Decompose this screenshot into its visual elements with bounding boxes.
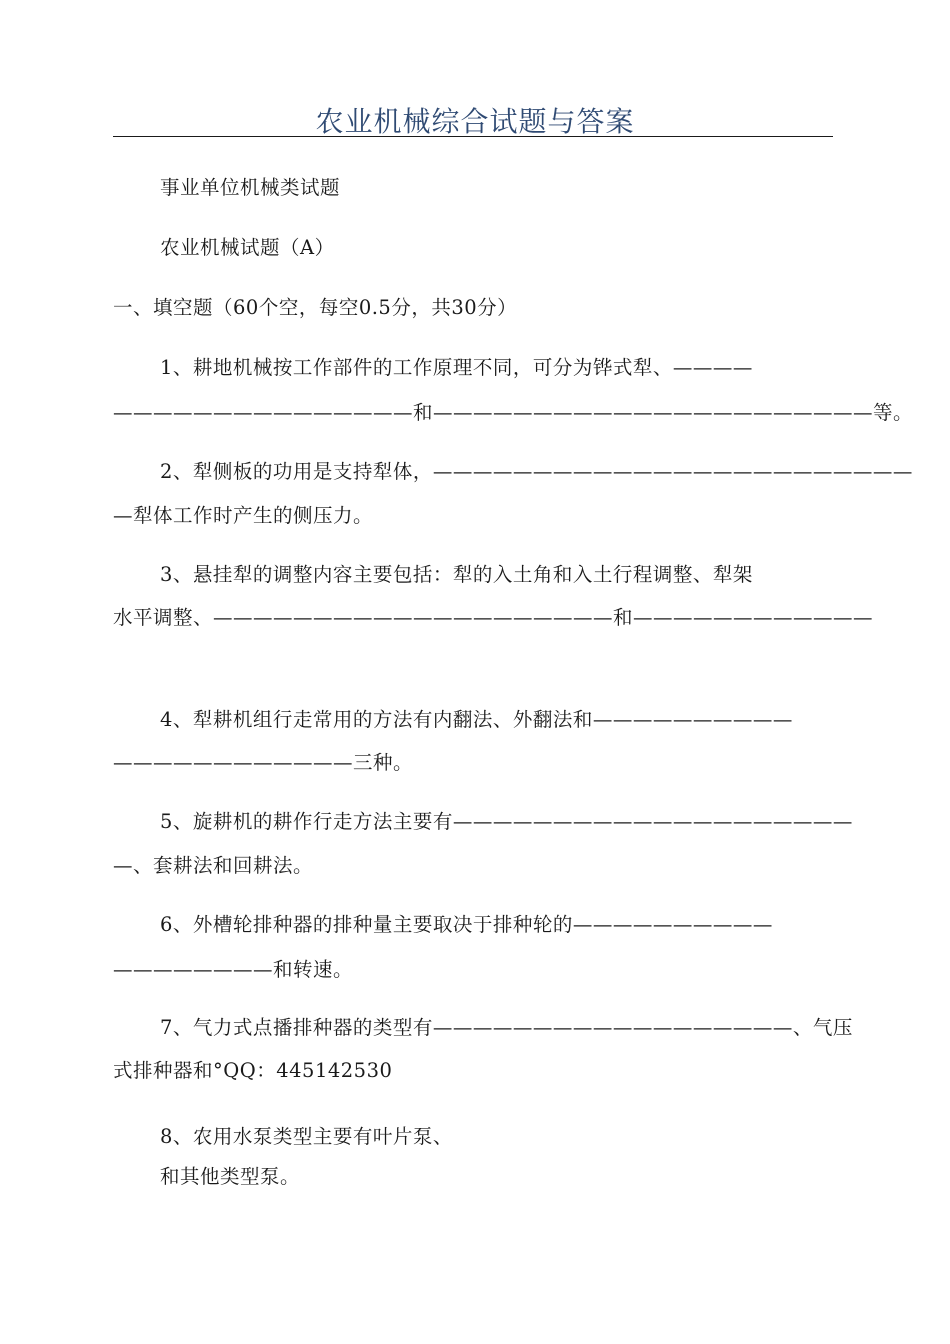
question-6-line-1: 6、外槽轮排种器的排种量主要取决于排种轮的—————————— [160,913,773,936]
question-1-line-1: 1、耕地机械按工作部件的工作原理不同，可分为铧式犁、———— [160,356,753,379]
document-title: 农业机械综合试题与答案 [315,105,635,138]
exam-name: 农业机械试题（A） [160,236,335,259]
section-heading: 一、填空题（60个空，每空0.5分，共30分） [113,296,518,319]
question-8-line-1: 8、农用水泵类型主要有叶片泵、 [160,1125,453,1148]
subtitle: 事业单位机械类试题 [160,176,341,199]
question-7-line-1: 7、气力式点播排种器的类型有——————————————————、气压 [160,1016,853,1039]
question-5-line-2: —、套耕法和回耕法。 [113,854,314,877]
question-8-line-2: 和其他类型泵。 [160,1165,301,1188]
question-4-line-1: 4、犁耕机组行走常用的方法有内翻法、外翻法和—————————— [160,708,793,731]
question-6-line-2: ————————和转速。 [113,958,354,981]
title-underline [113,136,833,137]
question-1-line-2: ———————————————和——————————————————————等。 [113,401,913,424]
question-3-line-2: 水平调整、————————————————————和———————————— [113,606,874,629]
question-5-line-1: 5、旋耕机的耕作行走方法主要有———————————————————— [160,810,853,833]
question-3-line-1: 3、悬挂犁的调整内容主要包括：犁的入土角和入土行程调整、犁架 [160,563,753,586]
question-2-line-1: 2、犁侧板的功用是支持犁体，———————————————————————— [160,460,913,483]
question-4-line-2: ————————————三种。 [113,751,414,774]
question-7-line-2: 式排种器和°QQ：445142530 [113,1059,393,1082]
question-2-line-2: —犁体工作时产生的侧压力。 [113,504,374,527]
